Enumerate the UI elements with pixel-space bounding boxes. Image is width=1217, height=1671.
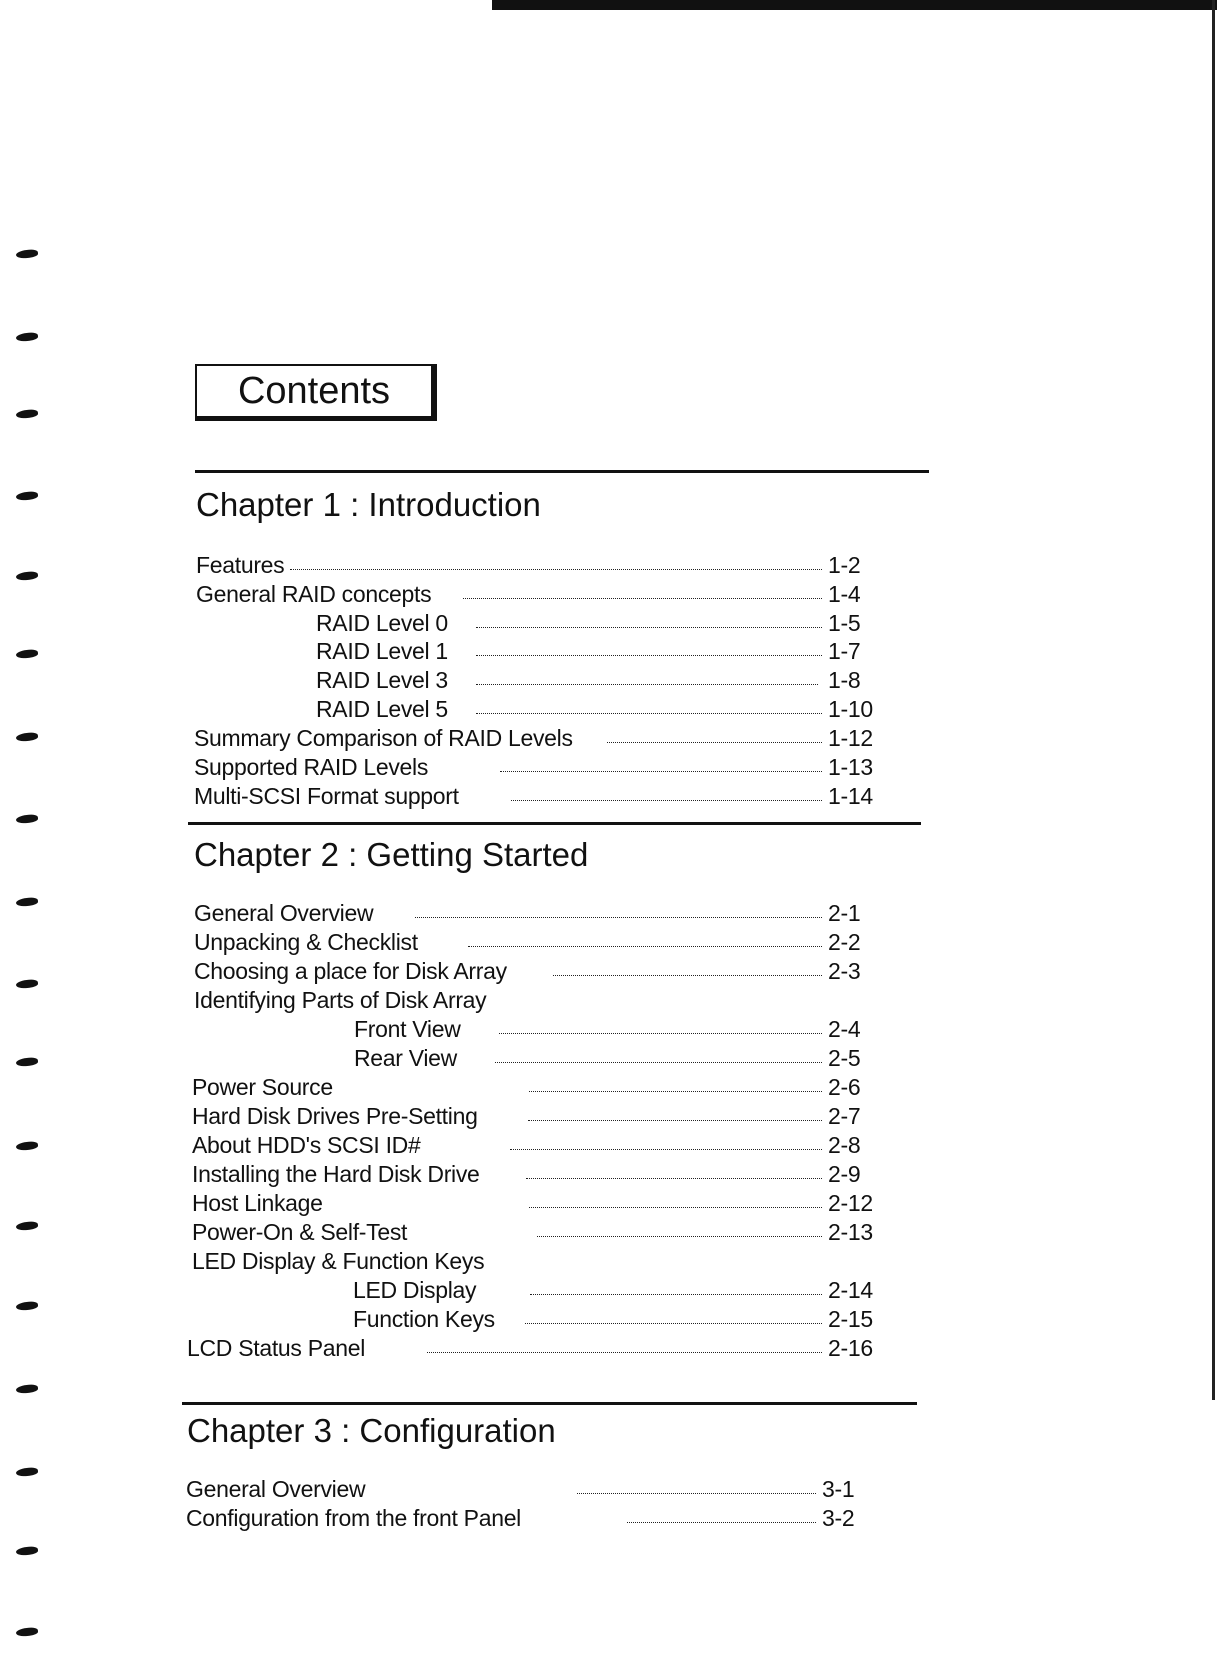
toc-entry-page: 2-8 xyxy=(828,1131,861,1158)
toc-entry xyxy=(316,666,886,694)
dot-leader xyxy=(463,598,822,599)
toc-entry xyxy=(196,580,886,608)
dot-leader xyxy=(468,946,822,947)
toc-entry-page: 2-3 xyxy=(828,957,861,984)
binder-hole-mark xyxy=(16,1057,39,1067)
toc-entry-label: General Overview xyxy=(186,1475,366,1502)
toc-entry-label: Summary Comparison of RAID Levels xyxy=(194,724,573,751)
toc-entry-page: 2-4 xyxy=(828,1015,861,1042)
binder-hole-mark xyxy=(16,409,39,419)
toc-entry-page: 1-5 xyxy=(828,609,861,636)
toc-entry-page: 2-14 xyxy=(828,1276,873,1303)
toc-entry-label: Function Keys xyxy=(353,1305,495,1332)
toc-entry-label: Rear View xyxy=(354,1044,457,1071)
toc-entry xyxy=(194,782,886,810)
toc-entry xyxy=(354,1015,886,1043)
scan-top-edge xyxy=(492,0,1217,10)
toc-entry-page: 2-5 xyxy=(828,1044,861,1071)
dot-leader xyxy=(529,1207,822,1208)
toc-entry-page: 1-12 xyxy=(828,724,873,751)
toc-entry-label: Features xyxy=(196,551,285,578)
binder-hole-mark xyxy=(16,1467,39,1477)
toc-entry xyxy=(194,957,886,985)
dot-leader xyxy=(427,1352,822,1353)
toc-entry xyxy=(192,1073,886,1101)
chapter-heading: Chapter 3 : Configuration xyxy=(187,1412,556,1449)
dot-leader xyxy=(500,771,822,772)
dot-leader xyxy=(476,655,822,656)
binder-hole-mark xyxy=(16,979,39,989)
toc-entry xyxy=(194,724,886,752)
binder-hole-mark xyxy=(16,491,39,501)
toc-entry xyxy=(192,1247,886,1275)
dot-leader xyxy=(476,627,822,628)
toc-entry xyxy=(353,1276,886,1304)
toc-entry-label: RAID Level 3 xyxy=(316,666,448,693)
toc-entry xyxy=(194,753,886,781)
toc-entry xyxy=(194,986,886,1014)
dot-leader xyxy=(537,1236,822,1237)
dot-leader xyxy=(495,1062,822,1063)
toc-entry-page: 2-2 xyxy=(828,928,861,955)
toc-entry-label: Installing the Hard Disk Drive xyxy=(192,1160,480,1187)
dot-leader xyxy=(530,1294,822,1295)
dot-leader xyxy=(526,1178,822,1179)
toc-entry-label: General RAID concepts xyxy=(196,580,432,607)
toc-entry xyxy=(187,1334,886,1362)
dot-leader xyxy=(476,713,822,714)
binder-hole-mark xyxy=(16,814,39,824)
toc-entry-label: Host Linkage xyxy=(192,1189,323,1216)
toc-entry xyxy=(316,637,886,665)
chapter-divider xyxy=(195,470,929,473)
toc-entry-page: 1-10 xyxy=(828,695,873,722)
toc-entry-page: 1-13 xyxy=(828,753,873,780)
toc-entry-page: 2-9 xyxy=(828,1160,861,1187)
toc-entry-label: LCD Status Panel xyxy=(187,1334,366,1361)
dot-leader xyxy=(499,1033,822,1034)
page-title: Contents xyxy=(195,364,437,421)
toc-entry-label: Supported RAID Levels xyxy=(194,753,429,780)
toc-entry-label: LED Display xyxy=(353,1276,477,1303)
dot-leader xyxy=(290,569,822,570)
toc-entry-page: 3-1 xyxy=(822,1475,855,1502)
toc-entry-label: RAID Level 1 xyxy=(316,637,448,664)
toc-entry xyxy=(316,695,886,723)
toc-entry xyxy=(186,1475,880,1503)
binder-hole-mark xyxy=(16,649,39,659)
dot-leader xyxy=(525,1323,822,1324)
toc-entry-label: Power Source xyxy=(192,1073,333,1100)
toc-entry-label: RAID Level 5 xyxy=(316,695,448,722)
binder-hole-mark xyxy=(16,1627,39,1637)
binder-hole-mark xyxy=(16,1301,39,1311)
toc-entry xyxy=(316,609,886,637)
dot-leader xyxy=(577,1493,816,1494)
dot-leader xyxy=(528,1120,822,1121)
dot-leader xyxy=(510,1149,822,1150)
toc-entry-label: Identifying Parts of Disk Array xyxy=(194,986,487,1013)
binder-hole-mark xyxy=(16,571,39,581)
binder-hole-mark xyxy=(16,249,39,259)
dot-leader xyxy=(511,800,822,801)
toc-entry-label: Multi-SCSI Format support xyxy=(194,782,459,809)
dot-leader xyxy=(529,1091,822,1092)
toc-entry-page: 1-2 xyxy=(828,551,861,578)
toc-entry xyxy=(192,1218,886,1246)
toc-entry-page: 3-2 xyxy=(822,1504,855,1531)
binder-hole-mark xyxy=(16,332,39,342)
toc-entry-label: LED Display & Function Keys xyxy=(192,1247,485,1274)
toc-entry xyxy=(192,1189,886,1217)
binder-hole-mark xyxy=(16,1384,39,1394)
chapter-heading: Chapter 1 : Introduction xyxy=(196,486,541,523)
toc-entry xyxy=(196,551,886,579)
toc-entry-page: 2-12 xyxy=(828,1189,873,1216)
toc-entry-page: 2-7 xyxy=(828,1102,861,1129)
binder-hole-mark xyxy=(16,1546,39,1556)
dot-leader xyxy=(627,1522,816,1523)
scan-right-edge xyxy=(1212,0,1215,1400)
toc-entry-label: Front View xyxy=(354,1015,461,1042)
toc-entry-label: Unpacking & Checklist xyxy=(194,928,418,955)
toc-entry xyxy=(353,1305,886,1333)
toc-entry xyxy=(192,1160,886,1188)
toc-entry-label: General Overview xyxy=(194,899,374,926)
toc-entry xyxy=(354,1044,886,1072)
toc-entry-page: 2-13 xyxy=(828,1218,873,1245)
binder-hole-mark xyxy=(16,732,39,742)
binder-hole-mark xyxy=(16,897,39,907)
toc-entry xyxy=(192,1102,886,1130)
toc-entry-page: 1-4 xyxy=(828,580,861,607)
toc-entry-page: 1-14 xyxy=(828,782,873,809)
binder-hole-mark xyxy=(16,1221,39,1231)
toc-entry-label: RAID Level 0 xyxy=(316,609,448,636)
dot-leader xyxy=(607,742,822,743)
toc-entry-page: 1-7 xyxy=(828,637,861,664)
toc-entry-page: 2-16 xyxy=(828,1334,873,1361)
toc-entry-label: Hard Disk Drives Pre-Setting xyxy=(192,1102,478,1129)
chapter-heading: Chapter 2 : Getting Started xyxy=(194,836,589,873)
toc-entry-label: Power-On & Self-Test xyxy=(192,1218,408,1245)
toc-entry-label: Configuration from the front Panel xyxy=(186,1504,521,1531)
binder-hole-mark xyxy=(16,1141,39,1151)
toc-entry xyxy=(194,899,886,927)
toc-entry xyxy=(186,1504,880,1532)
toc-entry-label: About HDD's SCSI ID# xyxy=(192,1131,421,1158)
chapter-divider xyxy=(188,822,921,825)
dot-leader xyxy=(476,684,818,685)
dot-leader xyxy=(415,917,822,918)
toc-entry-label: Choosing a place for Disk Array xyxy=(194,957,507,984)
toc-entry-page: 2-6 xyxy=(828,1073,861,1100)
dot-leader xyxy=(553,975,822,976)
toc-entry xyxy=(192,1131,886,1159)
toc-entry xyxy=(194,928,886,956)
toc-entry-page: 2-15 xyxy=(828,1305,873,1332)
toc-entry-page: 1-8 xyxy=(828,666,861,693)
toc-entry-page: 2-1 xyxy=(828,899,861,926)
chapter-divider xyxy=(182,1402,917,1405)
